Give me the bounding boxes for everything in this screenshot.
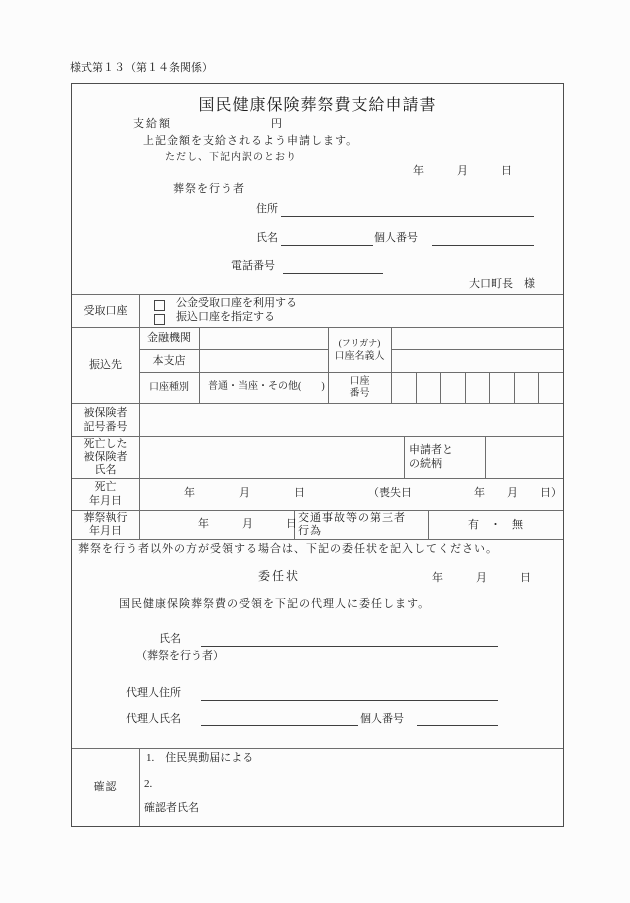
receiving-account-option-transfer[interactable]: 振込口座を指定する <box>176 311 275 323</box>
amount-unit-label: 円 <box>271 118 282 130</box>
agent-personal-number-label: 個人番号 <box>360 713 404 725</box>
name-label: 氏名 <box>256 232 278 244</box>
personal-number-label: 個人番号 <box>374 232 418 244</box>
application-date: 年 月 日 <box>413 165 512 177</box>
performer-label: 葬祭を行う者 <box>173 183 245 195</box>
table-line <box>485 436 486 478</box>
insured-symbol-number-label: 被保険者 記号番号 <box>83 406 128 433</box>
confirmation-item-2: 2. <box>144 778 153 790</box>
table-line <box>199 327 200 403</box>
account-number-cell-divider <box>416 372 417 403</box>
agent-address-label: 代理人住所 <box>126 687 181 699</box>
delegation-name-note: （葬祭を行う者） <box>136 650 224 662</box>
agent-name-fill-line[interactable] <box>201 725 358 726</box>
delegation-date: 年 月 日 <box>432 572 531 584</box>
table-line <box>72 294 563 295</box>
phone-label: 電話番号 <box>231 260 275 272</box>
confirmer-name-label: 確認者氏名 <box>144 802 199 814</box>
delegation-name-label: 氏名 <box>159 633 181 645</box>
loss-date-ymd: 年 月 日） <box>474 487 562 499</box>
accident-choice: 有 ・ 無 <box>468 518 523 531</box>
address-fill-line[interactable] <box>281 216 534 217</box>
style-number: 様式第１３（第１４条関係） <box>70 62 213 74</box>
bank-label: 金融機関 <box>147 332 191 344</box>
proviso-note: ただし、下記内訳のとおり <box>165 152 297 163</box>
death-date-label: 死亡 年月日 <box>89 481 122 507</box>
loss-date-prefix: （喪失日 <box>368 487 412 499</box>
delegation-instruction: 葬祭を行う者以外の方が受領する場合は、下記の委任状を記入してください。 <box>78 543 498 555</box>
phone-fill-line[interactable] <box>283 273 383 274</box>
funeral-date-ymd: 年 月 日 <box>198 518 297 530</box>
table-line <box>72 748 563 749</box>
name-fill-line[interactable] <box>281 245 373 246</box>
deceased-insured-name-label: 死亡した 被保険者 氏名 <box>83 437 128 476</box>
account-number-cell-divider <box>465 372 466 403</box>
applicant-relation-label: 申請者と の続柄 <box>409 444 453 470</box>
amount-label: 支給額 <box>133 118 172 130</box>
account-number-cell-divider <box>514 372 515 403</box>
account-number-cell-divider <box>538 372 539 403</box>
personal-number-fill-line[interactable] <box>432 245 534 246</box>
form-outer-box <box>71 83 564 827</box>
death-date-ymd: 年 月 日 <box>184 487 305 499</box>
agent-personal-number-fill-line[interactable] <box>417 725 498 726</box>
account-holder-label: (フリガナ) 口座名義人 <box>334 337 385 362</box>
receiving-account-option-public[interactable]: 公金受取口座を利用する <box>176 297 297 309</box>
table-line <box>72 478 563 479</box>
table-line <box>139 748 140 826</box>
table-line <box>72 539 563 540</box>
traffic-accident-label: 交通事故等の第三者 行為 <box>298 511 406 537</box>
account-type-label: 口座種別 <box>149 381 189 393</box>
confirmation-item-1: 1. 住民異動届による <box>146 752 254 764</box>
account-type-options[interactable]: 普通・当座・その他( ) <box>208 381 325 392</box>
table-line <box>391 327 392 403</box>
table-line <box>72 436 563 437</box>
transfer-destination-label: 振込先 <box>89 359 122 371</box>
table-line <box>72 403 563 404</box>
funeral-date-label: 葬祭執行 年月日 <box>83 511 128 537</box>
request-statement: 上記金額を支給されるよう申請します。 <box>143 135 359 147</box>
checkbox-icon[interactable] <box>154 314 165 325</box>
account-number-cell-divider <box>440 372 441 403</box>
addressee: 大口町長 様 <box>469 278 535 290</box>
agent-address-fill-line[interactable] <box>201 700 498 701</box>
form-title: 国民健康保険葬祭費支給申請書 <box>198 97 437 114</box>
agent-name-label: 代理人氏名 <box>126 713 181 725</box>
delegation-title: 委任状 <box>258 569 301 583</box>
address-label: 住所 <box>256 203 278 215</box>
account-number-label: 口座 番号 <box>349 375 370 399</box>
branch-label: 本支店 <box>152 354 186 367</box>
account-number-cell-divider <box>489 372 490 403</box>
checkbox-icon[interactable] <box>154 300 165 311</box>
delegation-name-fill-line[interactable] <box>201 646 498 647</box>
confirmation-label: 確認 <box>93 781 118 793</box>
delegation-statement: 国民健康保険葬祭費の受領を下記の代理人に委任します。 <box>119 598 431 610</box>
receiving-account-label: 受取口座 <box>83 304 128 317</box>
table-line <box>391 349 563 350</box>
